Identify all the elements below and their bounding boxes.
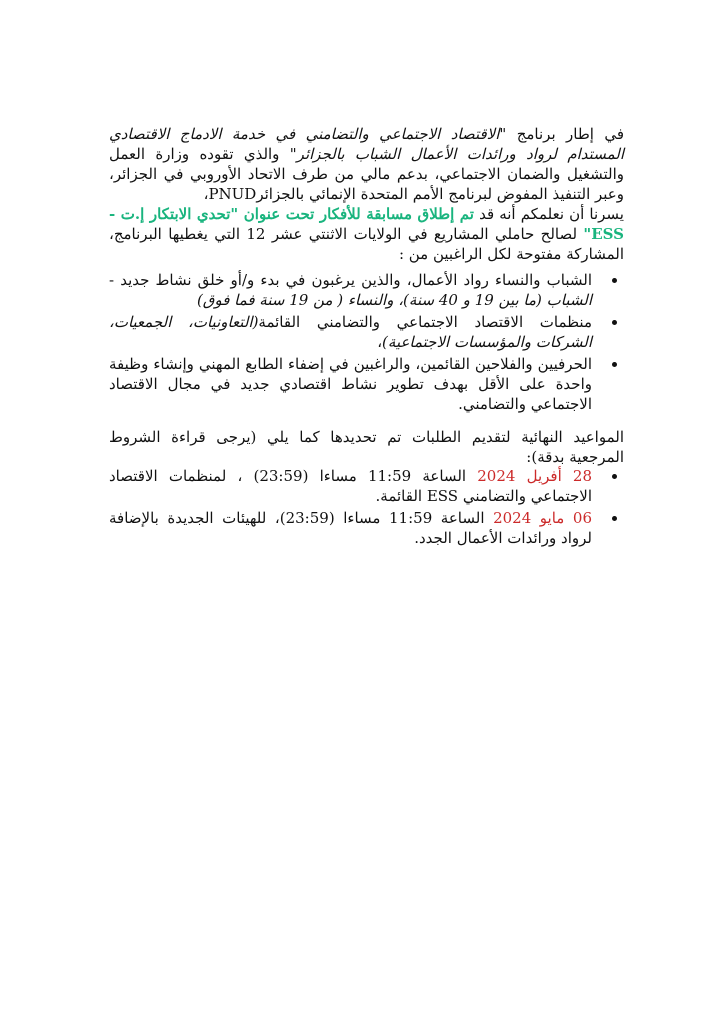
list-item — [109, 354, 624, 414]
bullet-icon — [612, 516, 617, 521]
announcement-text: لصالح حاملي المشاريع في الولايات الاثنتي عشر 12 التي يغطيها البرنامج، المشاركة مفتوحة لكل الراغبين من : — [109, 225, 624, 263]
intro-paragraph-program — [109, 124, 624, 204]
list-item-text: الشباب والنساء رواد الأعمال، والذين يرغبون في بدء و/أو خلق نشاط جديد - — [109, 271, 592, 289]
list-item-suffix: ، — [377, 333, 383, 351]
deadlines-intro: المواعيد النهائية لتقديم الطلبات تم تحديدها كما يلي (يرجى قراءة الشروط المرجعية بدقة): — [109, 428, 624, 466]
competition-title: تم إطلاق مسابقة للأفكار تحت عنوان "تحدي الابتكار إ.ت - ESS" — [109, 205, 624, 243]
deadline-text: الساعة 11:59 مساءا (23:59)، للهيئات الجديدة بالإضافة لرواد ورائدات الأعمال الجدد. — [109, 509, 592, 547]
deadline-date: 28 أفريل 2024 — [477, 467, 593, 485]
list-item-text: منظمات الاقتصاد الاجتماعي والتضامني القائمة — [258, 313, 592, 331]
bullet-icon — [612, 362, 617, 367]
list-item-note: (التعاونيات، الجمعيات، الشركات والمؤسسات الاجتماعية) — [109, 313, 592, 351]
intro-section — [109, 124, 624, 264]
intro-paragraph-announcement — [109, 204, 624, 264]
bullet-icon — [612, 474, 617, 479]
list-item — [109, 270, 624, 310]
deadline-date: 06 مايو 2024 — [493, 509, 592, 527]
deadline-item — [109, 508, 624, 548]
bullet-icon — [612, 320, 617, 325]
list-item — [109, 312, 624, 352]
intro-text: في إطار برنامج " — [499, 125, 624, 143]
beneficiaries-list — [109, 270, 624, 416]
deadline-item — [109, 466, 624, 506]
intro-text-continued: " والذي تقوده وزارة العمل والتشغيل والضمان الاجتماعي، بدعم مالي من طرف الاتحاد الأوروبي في الجزائر، وعبر التنفيذ المفوض لبرنامج الأمم المتحدة الإنمائي بالجزائرPNUD، — [109, 145, 624, 203]
bullet-icon — [612, 278, 617, 283]
deadlines-list — [109, 466, 624, 550]
list-item-text: الحرفيين والفلاحين القائمين، والراغبين في إضفاء الطابع المهني وإنشاء وظيفة واحدة على الأقل بهدف تطوير نشاط اقتصادي جديد في مجال الاقتصاد الاجتماعي والتضامني. — [109, 355, 592, 413]
program-name: الاقتصاد الاجتماعي والتضامني في خدمة الادماج الاقتصادي المستدام لرواد ورائدات الأعمال الشباب بالجزائر — [109, 125, 624, 163]
list-item-note: الشباب (ما بين 19 و 40 سنة)، والنساء ( من 19 سنة فما فوق) — [196, 291, 592, 309]
announcement-lead: يسرنا أن نعلمكم أنه قد — [473, 205, 624, 223]
deadline-text: الساعة 11:59 مساءا (23:59) ، لمنظمات الاقتصاد الاجتماعي والتضامني ESS القائمة. — [109, 467, 592, 505]
